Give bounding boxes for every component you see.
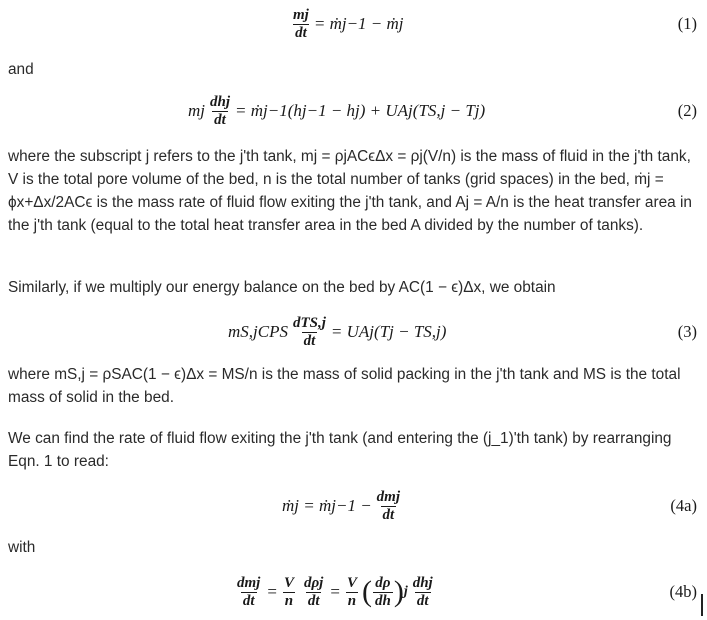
fraction-denominator: dt (303, 332, 316, 349)
fraction (345, 575, 359, 610)
fraction (291, 315, 328, 350)
subscript-j: j (403, 584, 408, 599)
fraction-numerator: dρ (375, 574, 391, 591)
fraction-numerator: mj (293, 6, 309, 23)
fraction-denominator: dt (382, 506, 395, 523)
fraction-numerator: dmj (237, 574, 261, 591)
fraction-denominator: n (284, 592, 294, 609)
equation-lhs: mS,jCPS (228, 322, 288, 341)
fraction (282, 575, 296, 610)
fraction (291, 7, 311, 42)
fraction-denominator: dt (295, 24, 307, 41)
fraction-numerator: V (346, 574, 357, 591)
fraction-denominator: dt (416, 592, 429, 609)
equation-1 (0, 2, 707, 46)
equation-lhs: ṁj = ṁj−1 − (282, 496, 372, 515)
equation-lhs: mj (188, 101, 205, 120)
equation-number: (2) (677, 101, 697, 120)
fraction-denominator: dt (242, 592, 255, 609)
fraction-denominator: dh (374, 592, 391, 609)
fraction (375, 489, 402, 524)
fraction-numerator: dρj (303, 574, 324, 591)
fraction (302, 575, 325, 610)
equation-2 (0, 86, 707, 136)
equation-rhs: = UAj(Tj − TS,j) (330, 322, 447, 341)
fraction-denominator: dt (214, 111, 226, 128)
equals-sign: = (330, 582, 340, 601)
equation-number: (3) (677, 322, 697, 341)
equation-rhs: = ṁj−1 − ṁj (313, 14, 404, 33)
fraction-numerator: dTS,j (292, 314, 326, 331)
paragraph-flow-rate: We can find the rate of fluid flow exiting the j'th tank (and entering the (j_1)'th tank) by rearranging Eqn. 1 to read: (8, 430, 672, 470)
fraction-denominator: n (347, 592, 357, 609)
equation-4b (0, 566, 707, 618)
fraction (235, 575, 262, 610)
fraction-numerator: dhj (210, 93, 231, 110)
fraction-numerator: V (283, 574, 294, 591)
equation-number: (1) (677, 14, 697, 33)
equation-4a (0, 482, 707, 530)
equation-3 (0, 307, 707, 357)
equals-sign: = (267, 582, 277, 601)
paragraph-solid-mass: where mS,j = ρSAC(1 − ϵ)Δx = MS/n is the mass of solid packing in the j'th tank and MS is the total mass of solid in the bed. (8, 366, 681, 406)
fraction-numerator: dhj (412, 574, 433, 591)
fraction-denominator: dt (307, 592, 320, 609)
equation-number: (4b) (669, 582, 697, 601)
equation-rhs: = ṁj−1(hj−1 − hj) + UAj(TS,j − Tj) (235, 101, 486, 120)
fraction-numerator: dmj (376, 488, 401, 505)
right-parenthesis: ) (393, 575, 404, 608)
paragraph-definitions: where the subscript j refers to the j'th tank, mj = ρjACϵΔx = ρj(V/n) is the mass of fluid in the j'th tank, V is the total pore volume of the bed, n is the total number of tanks (grid spaces) in the bed, ṁj = ϕx+Δx/2ACϵ is the mass rate of fluid flow exiting the j'th tank, and Aj = A/n is the heat transfer area in the j'th tank (equal to the total heat transfer area in the bed A divided by the number of tanks). (8, 148, 692, 234)
left-parenthesis: ( (361, 575, 372, 608)
text-with: with (8, 539, 36, 556)
fraction (208, 94, 232, 129)
fraction (411, 575, 435, 610)
text-and: and (8, 61, 34, 78)
text-cursor (701, 594, 703, 616)
paragraph-energy-balance: Similarly, if we multiply our energy balance on the bed by AC(1 − ϵ)Δx, we obtain (8, 279, 556, 296)
fraction (373, 575, 393, 610)
equation-number: (4a) (670, 496, 697, 515)
